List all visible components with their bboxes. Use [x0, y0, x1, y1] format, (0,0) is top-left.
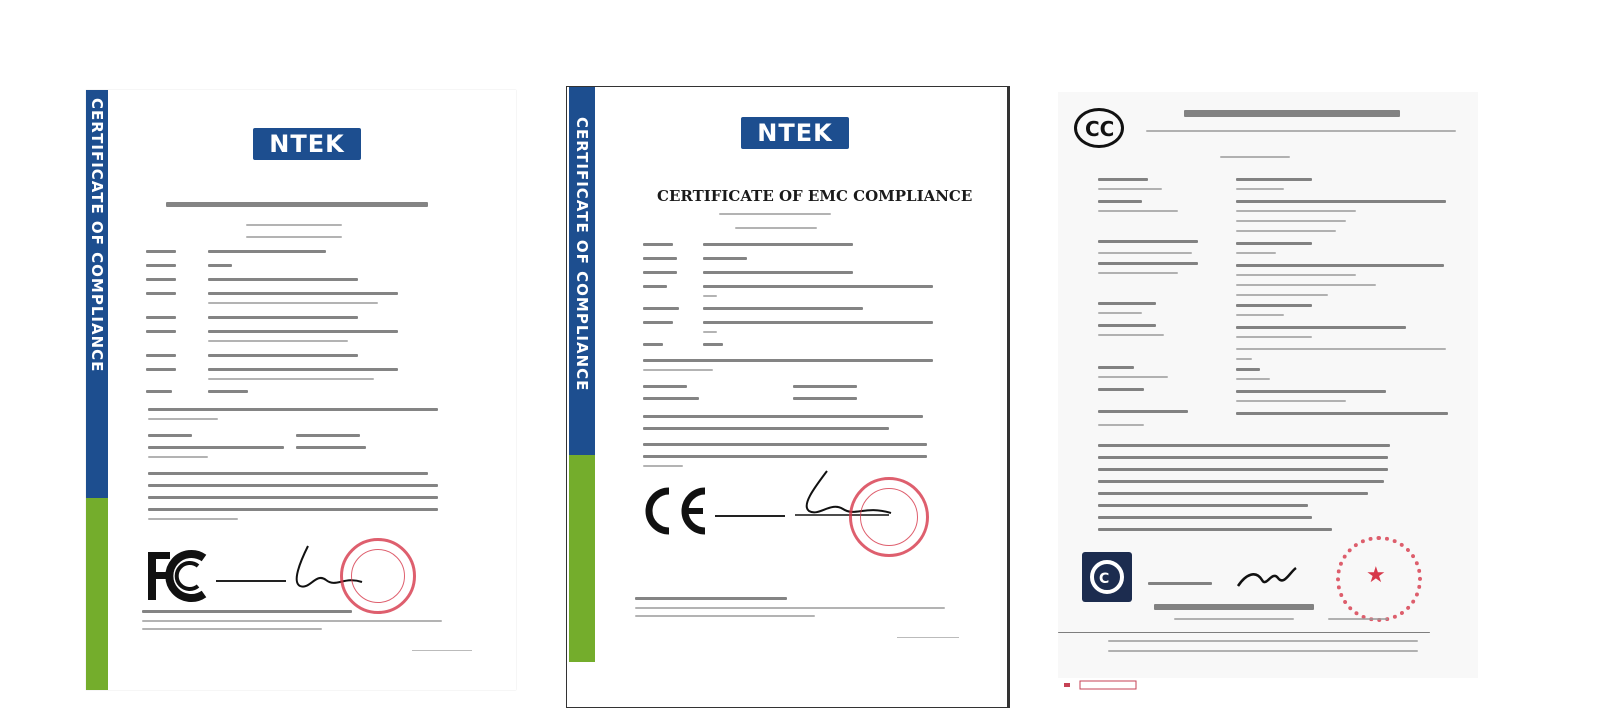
seal-stamp-icon: [849, 477, 929, 557]
footer-mark: [412, 638, 472, 651]
signature-icon: [1232, 564, 1302, 598]
side-band-text: CERTIFICATE OF COMPLIANCE: [573, 117, 591, 392]
ccc-logo-icon: [1074, 108, 1124, 148]
ntek-logo: NTEK: [253, 128, 361, 160]
document-title: CERTIFICATE OF EMC COMPLIANCE: [657, 187, 973, 205]
red-serial-mark: [1064, 680, 1140, 690]
side-band: [86, 90, 108, 690]
ccc-seal-icon: [1082, 552, 1132, 602]
footer-mark: [897, 625, 959, 638]
side-band-text: CERTIFICATE OF COMPLIANCE: [88, 98, 106, 373]
fcc-certificate: [86, 90, 516, 690]
document-title-smudge: [1184, 110, 1400, 117]
ccc-certificate: [1058, 92, 1478, 678]
document-title-smudge: [166, 202, 428, 207]
svg-text:CC: CC: [1085, 117, 1115, 141]
side-band: [569, 87, 595, 662]
svg-text:C: C: [1099, 571, 1110, 587]
ce-mark-icon: [639, 483, 711, 553]
ce-certificate: [566, 86, 1010, 708]
seal-stamp-icon: [340, 538, 416, 614]
fcc-mark-icon: [144, 548, 214, 616]
star-icon: ★: [1366, 562, 1386, 587]
ntek-logo: NTEK: [741, 117, 849, 149]
